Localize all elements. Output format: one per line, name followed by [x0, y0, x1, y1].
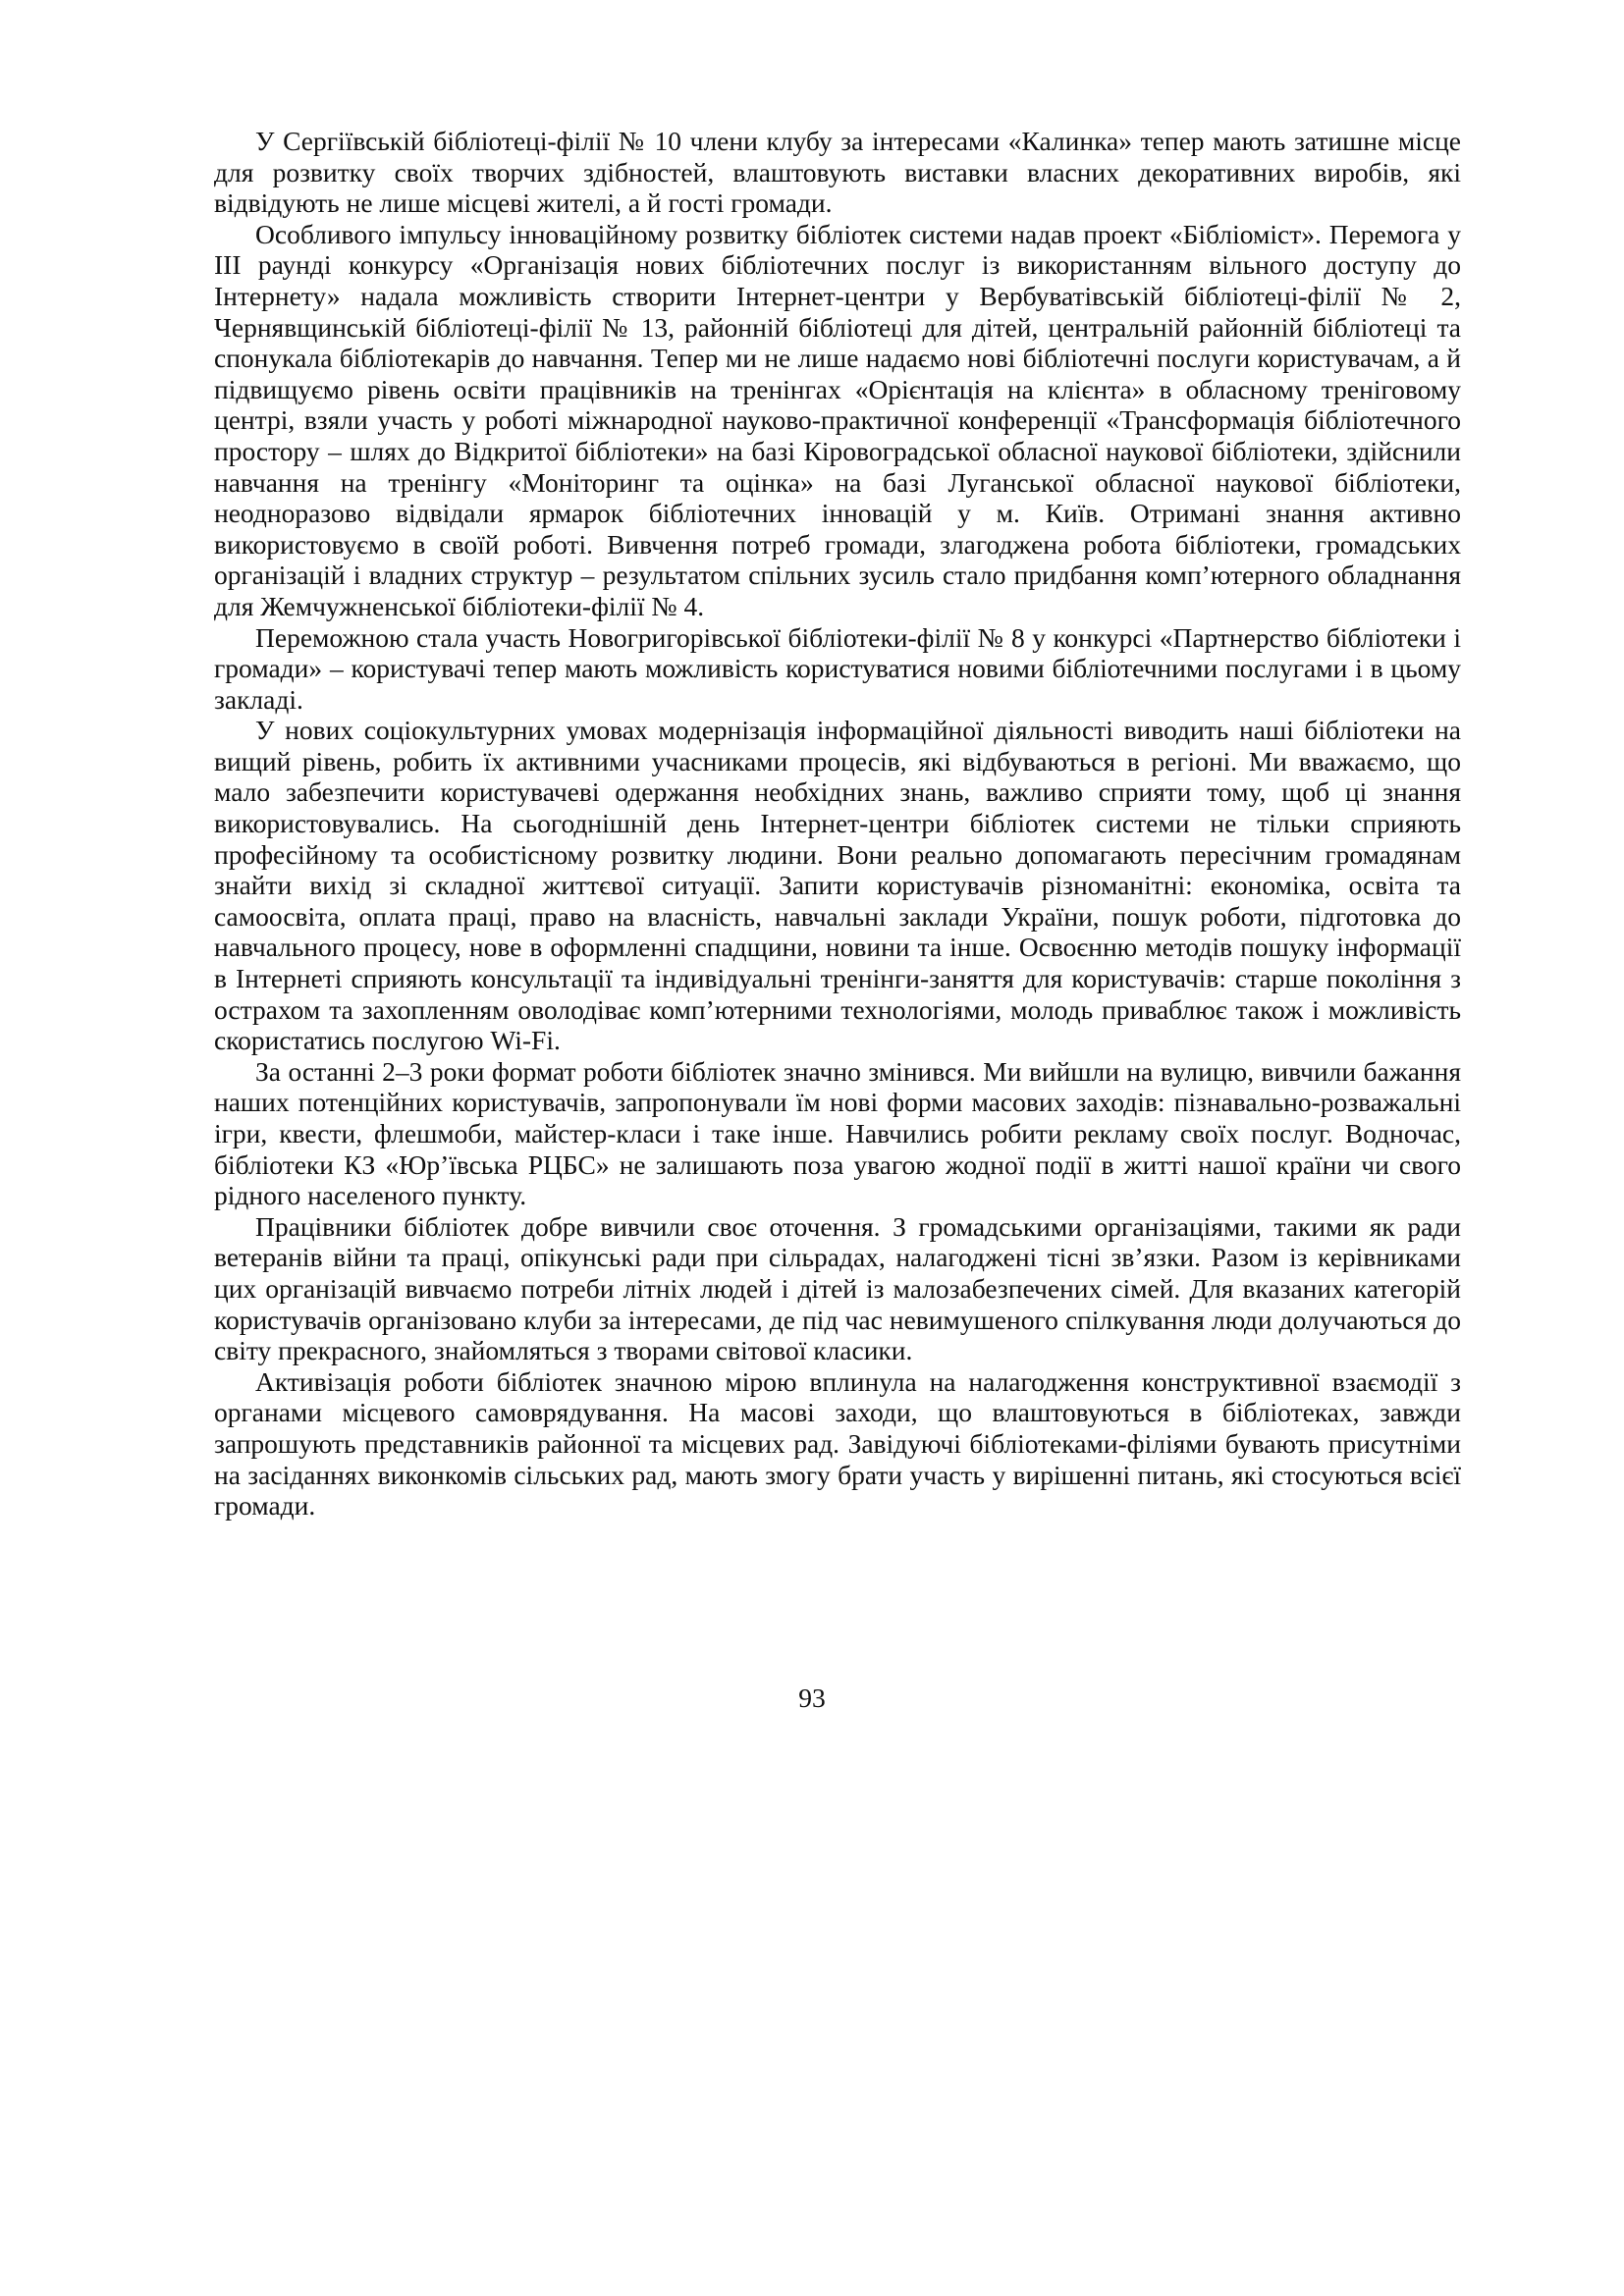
paragraph: У Сергіївській бібліотеці-філії № 10 члени клубу за інтересами «Калинка» тепер мають затишне місце для розвитку своїх творчих здібностей, влаштовують виставки власних декоративних виробів, які відвідують не лише місцеві жителі, а й гості громади. — [214, 126, 1461, 219]
page-number: 93 — [798, 1682, 826, 1713]
paragraph: За останні 2–3 роки формат роботи бібліотек значно змінився. Ми вийшли на вулицю, вивчили бажання наших потенційних користувачів, запропонували їм нові форми масових заходів: пізнавально-розважальні ігри, квести, флешмоби, майстер-класи і таке інше. Навчились робити рекламу своїх послуг. Водночас, бібліотеки КЗ «Юр’ївська РЦБС» не залишають поза увагою жодної події в житті нашої країни чи свого рідного населеного пункту. — [214, 1055, 1461, 1211]
paragraph: Переможною стала участь Новогригорівської бібліотеки-філії № 8 у конкурсі «Партнерство бібліотеки і громади» – користувачі тепер мають можливість користуватися новими бібліотечними послугами і в цьому закладі. — [214, 621, 1461, 715]
paragraph: Працівники бібліотек добре вивчили своє оточення. З громадськими організаціями, такими як ради ветеранів війни та праці, опікунські ради при сільрадах, налагоджені тісні зв’язки. Разом із керівниками цих організацій вивчаємо потреби літніх людей і дітей із малозабезпечених сімей. Для вказаних категорій користувачів організовано клуби за інтересами, де під час невимушеного спілкування люди долучаються до світу прекрасного, знайомляться з творами світової класики. — [214, 1210, 1461, 1366]
body-text — [214, 126, 1461, 1522]
paragraph: Активізація роботи бібліотек значною мірою вплинула на налагодження конструктивної взаємодії з органами місцевого самоврядування. На масові заходи, що влаштовуються в бібліотеках, завжди запрошують представників районної та місцевих рад. Завідуючі бібліотеками-філіями бувають присутніми на засіданнях виконкомів сільських рад, мають змогу брати участь у вирішенні питань, які стосуються всієї громади. — [214, 1365, 1461, 1522]
paragraph: У нових соціокультурних умовах модернізація інформаційної діяльності виводить наші бібліотеки на вищий рівень, робить їх активними учасниками процесів, які відбуваються в регіоні. Ми вважаємо, що мало забезпечити користувачеві одержання необхідних знань, важливо сприяти тому, щоб ці знання використовувались. На сьогоднішній день Інтернет-центри бібліотек системи не тільки сприяють професійному та особистісному розвитку людини. Вони реально допомагають пересічним громадянам знайти вихід зі складної життєвої ситуації. Запити користувачів різноманітні: економіка, освіта та самоосвіта, оплата праці, право на власність, навчальні заклади України, пошук роботи, підготовка до навчального процесу, нове в оформленні спадщини, новини та інше. Освоєнню методів пошуку інформації в Інтернеті сприяють консультації та індивідуальні тренінги-заняття для користувачів: старше покоління з острахом та захопленням оволодіває комп’ютерними технологіями, молодь приваблює також і можливість скористатись послугою Wi-Fi. — [214, 715, 1461, 1056]
paragraph: Особливого імпульсу інноваційному розвитку бібліотек системи надав проект «Бібліоміст». Перемога у ІІІ раунді конкурсу «Організація нових бібліотечних послуг із використанням вільного доступу до Інтернету» надала можливість створити Інтернет-центри у Вербуватівській бібліотеці-філії № 2, Чернявщинській бібліотеці-філії № 13, районній бібліотеці для дітей, центральній районній бібліотеці та спонукала бібліотекарів до навчання. Тепер ми не лише надаємо нові бібліотечні послуги користувачам, а й підвищуємо рівень освіти працівників на тренінгах «Орієнтація на клієнта» в обласному треніговому центрі, взяли участь у роботі міжнародної науково-практичної конференції «Трансформація бібліотечного простору – шлях до Відкритої бібліотеки» на базі Кіровоградської обласної наукової бібліотеки, здійснили навчання на тренінгу «Моніторинг та оцінка» на базі Луганської обласної наукової бібліотеки, неодноразово відвідали ярмарок бібліотечних інновацій у м. Київ. Отримані знання активно використовуємо в своїй роботі. Вивчення потреб громади, злагоджена робота бібліотеки, громадських організацій і владних структур – результатом спільних зусиль стало придбання комп’ютерного обладнання для Жемчужненської бібліотеки-філії № 4. — [214, 218, 1461, 621]
